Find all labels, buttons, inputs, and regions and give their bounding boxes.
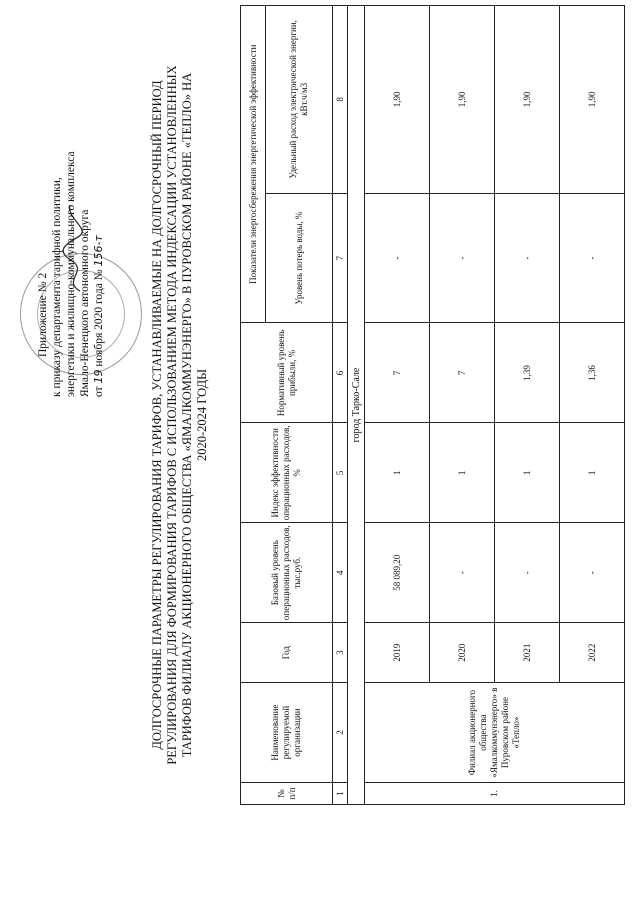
cell-specific: 1,90	[495, 6, 560, 194]
date-day: 19	[92, 369, 105, 384]
header-num: № п/п	[241, 783, 333, 805]
cell-index: 1	[430, 423, 495, 523]
cell-specific: 1,90	[365, 6, 430, 194]
col-number: 4	[333, 523, 348, 623]
document-title: ДОЛГОСРОЧНЫЕ ПАРАМЕТРЫ РЕГУЛИРОВАНИЯ ТАРИФОВ, УСТАНАВЛИВАЕМЫЕ НА ДОЛГОСРОЧНЫЙ ПЕРИОД РЕГУЛИРОВАНИЯ ДЛЯ ФОРМИРОВАНИЯ ТАРИФОВ С ИСПОЛЬЗОВАНИЕМ МЕТОДА ИНДЕКСАЦИИ УСТАНОВЛЕННЫХ ТАРИФОВ ФИЛИАЛУ АКЦИОНЕРНОГО ОБЩЕСТВА «ЯМАЛКОММУНЭНЕРГО» В ПУРОВСКОМ РАЙОНЕ «ТЕПЛО» НА 2020-2024 ГОДЫ	[150, 65, 209, 765]
header-loss: Уровень потерь воды, %	[266, 193, 333, 323]
approval-block	[36, 137, 106, 397]
cell-loss: -	[560, 193, 625, 323]
order-number: 156-т	[92, 235, 105, 267]
header-row	[241, 6, 266, 805]
cell-year: 2022	[560, 623, 625, 683]
header-year: Год	[241, 623, 333, 683]
parameters-table	[240, 5, 625, 805]
col-number: 3	[333, 623, 348, 683]
cell-profit: 7	[365, 323, 430, 423]
col-number: 5	[333, 423, 348, 523]
cell-specific: 1,90	[560, 6, 625, 194]
header-index: Индекс эффективности операционных расходов, %	[241, 423, 333, 523]
order-date	[92, 137, 106, 397]
header-energy-group: Показатели энергосбережения энергетической эффективности	[241, 6, 266, 323]
header-base: Базовый уровень операционных расходов, тыс.руб.	[241, 523, 333, 623]
col-number: 7	[333, 193, 348, 323]
cell-profit: 1,36	[560, 323, 625, 423]
date-prefix: от	[93, 386, 105, 397]
organization-name: Филиал акционерного общества «Ямалкоммунэнерго» в Пуровском районе «Тепло»	[365, 683, 625, 783]
cell-base: 58 089,20	[365, 523, 430, 623]
header-profit: Нормативный уровень прибыли, %	[241, 323, 333, 423]
row-number: 1.	[365, 783, 625, 805]
table-row	[365, 6, 430, 805]
cell-index: 1	[495, 423, 560, 523]
cell-base: -	[560, 523, 625, 623]
cell-specific: 1,90	[430, 6, 495, 194]
cell-year: 2020	[430, 623, 495, 683]
region-row	[348, 6, 365, 805]
cell-profit: 1,39	[495, 323, 560, 423]
cell-year: 2021	[495, 623, 560, 683]
approval-line: Ямало-Ненецкого автономного округа	[79, 209, 91, 397]
cell-year: 2019	[365, 623, 430, 683]
approval-line: к приказу департамента тарифной политики,	[51, 177, 63, 397]
col-number: 8	[333, 6, 348, 194]
region-label: город Тарко-Сале	[348, 6, 365, 805]
cell-index: 1	[365, 423, 430, 523]
date-rest: ноября 2020 года №	[93, 269, 105, 367]
cell-loss: -	[365, 193, 430, 323]
column-number-row	[333, 6, 348, 805]
cell-base: -	[495, 523, 560, 623]
cell-base: -	[430, 523, 495, 623]
cell-loss: -	[495, 193, 560, 323]
appendix-label: Приложение № 2	[37, 272, 49, 357]
approval-line: энергетики и жилищно-коммунального комплекса	[65, 151, 77, 397]
cell-profit: 7	[430, 323, 495, 423]
col-number: 1	[333, 783, 348, 805]
header-org: Наименование регулируемой организации	[241, 683, 333, 783]
header-specific: Удельный расход электрической энергии, кВт.ч/м3	[266, 6, 333, 194]
cell-index: 1	[560, 423, 625, 523]
col-number: 2	[333, 683, 348, 783]
col-number: 6	[333, 323, 348, 423]
cell-loss: -	[430, 193, 495, 323]
